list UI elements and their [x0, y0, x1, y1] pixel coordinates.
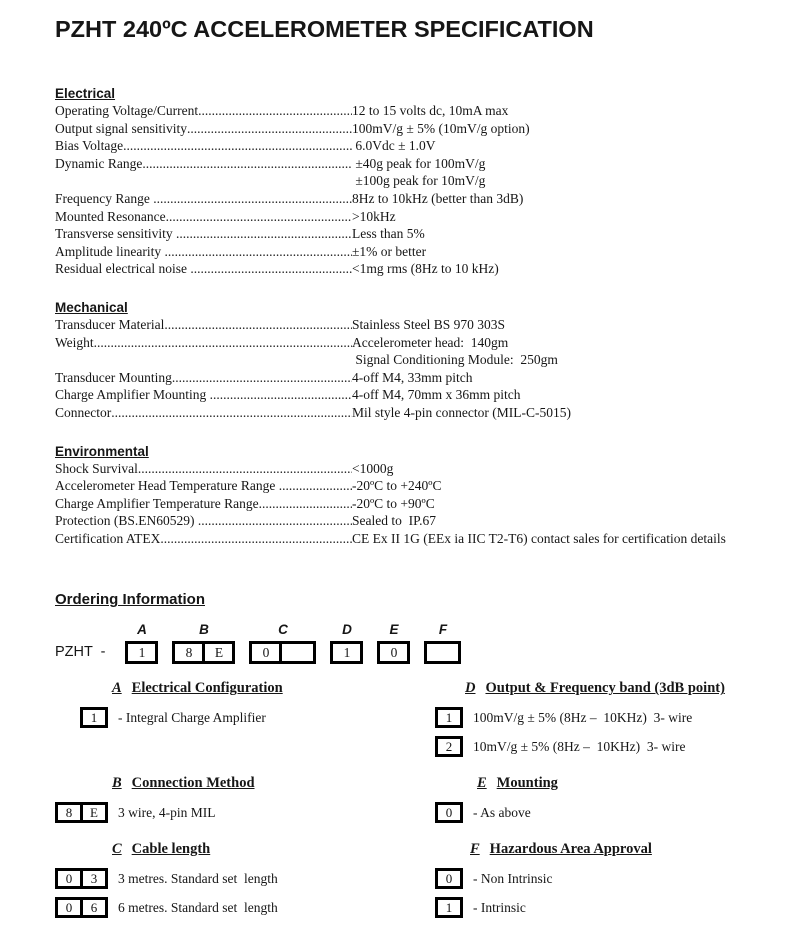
option-title-f: Hazardous Area Approval: [489, 841, 652, 858]
spec-label: Dynamic Range: [55, 155, 143, 171]
dot-leader: [259, 495, 352, 513]
code-box-d: [330, 641, 363, 664]
option-text: - Intrinsic: [473, 899, 526, 915]
dot-leader: [198, 512, 352, 530]
spec-label: Transverse sensitivity: [55, 226, 176, 242]
spec-row: [55, 404, 784, 422]
spec-row: [55, 190, 784, 208]
option-heading-a: [112, 680, 435, 697]
code-letter-e: E: [389, 622, 399, 638]
spec-value: >10kHz: [352, 208, 396, 224]
option-text: 3 wire, 4-pin MIL: [118, 804, 216, 820]
spec-row-continuation: [55, 172, 784, 190]
option-title-e: Mounting: [496, 775, 558, 792]
code-box-a: [125, 641, 158, 664]
option-title-a: Electrical Configuration: [131, 680, 283, 697]
ordering-options-grid: [55, 680, 784, 926]
code-group-b: [172, 622, 235, 664]
spec-value: <1mg rms (8Hz to 10 kHz): [352, 261, 499, 277]
option-text: 10mV/g ± 5% (8Hz – 10KHz) 3- wire: [473, 738, 686, 754]
option-heading-e: [477, 775, 784, 792]
spec-value: Accelerometer head: 140gm: [352, 334, 509, 350]
option-text: - Non Intrinsic: [473, 870, 553, 886]
option-letter-e: E: [477, 775, 487, 792]
spec-row: [55, 530, 784, 548]
option-title-b: Connection Method: [131, 775, 255, 792]
option-row: [55, 868, 435, 889]
option-letter-b: B: [112, 775, 122, 792]
spec-label: Mounted Resonance: [55, 208, 166, 224]
dot-leader: [123, 137, 352, 155]
section-environmental: [55, 444, 784, 548]
spec-value: ±100g peak for 10mV/g: [352, 173, 486, 189]
dot-leader: [190, 260, 352, 278]
code-cell: [279, 644, 313, 661]
option-box: [55, 897, 108, 918]
dot-leader: [160, 530, 352, 548]
option-box: [55, 868, 108, 889]
spec-value: Less than 5%: [352, 226, 425, 242]
option-box: [435, 868, 463, 889]
option-cell: 2: [445, 739, 453, 755]
option-text: 6 metres. Standard set length: [118, 899, 278, 915]
option-row: [435, 868, 784, 889]
spec-label: Operating Voltage/Current: [55, 103, 199, 118]
spec-value: Sealed to IP.67: [352, 513, 436, 529]
spec-row: [55, 316, 784, 334]
spec-value: Stainless Steel BS 970 303S: [352, 316, 506, 332]
dot-leader: [142, 155, 352, 173]
code-letter-b: B: [199, 622, 209, 638]
option-cell: 6: [80, 900, 105, 915]
option-title-d: Output & Frequency band (3dB point): [485, 680, 725, 697]
option-letter-c: C: [112, 841, 122, 858]
section-mechanical: [55, 300, 784, 422]
section-electrical: [55, 86, 784, 278]
section-heading-mechanical: Mechanical: [55, 299, 128, 315]
spec-label: Amplitude linearity: [55, 243, 165, 259]
spec-label: Certification ATEX: [55, 530, 161, 546]
option-row: [435, 736, 784, 757]
spec-label: Shock Survival: [55, 460, 138, 476]
section-heading-environmental: Environmental: [55, 443, 149, 459]
code-group-e: [377, 622, 410, 664]
option-box: [435, 897, 463, 918]
option-letter-a: A: [112, 680, 122, 697]
option-section-d: [435, 680, 784, 765]
code-group-a: [125, 622, 158, 664]
option-letter-f: F: [470, 841, 480, 858]
option-cell: 0: [65, 871, 73, 887]
spec-label: Accelerometer Head Temperature Range: [55, 478, 279, 494]
option-cell: 0: [445, 871, 453, 887]
option-heading-d: [465, 680, 784, 697]
option-cell: 3: [80, 871, 105, 886]
dot-leader: [176, 225, 352, 243]
option-heading-c: [112, 841, 435, 858]
spec-row: [55, 120, 784, 138]
dot-leader: [55, 172, 352, 190]
dot-leader: [111, 404, 352, 422]
spec-row: [55, 477, 784, 495]
option-section-a: [55, 680, 435, 765]
code-cell: 0: [390, 645, 398, 661]
dot-leader: [55, 351, 352, 369]
option-section-b: [55, 775, 435, 831]
code-group-f: [424, 622, 461, 664]
spec-value: Signal Conditioning Module: 250gm: [352, 352, 558, 368]
spec-value: CE Ex II 1G (EEx ia IIC T2-T6) contact sales for certification details: [352, 530, 726, 546]
option-row: [55, 802, 435, 823]
ordering-heading: Ordering Information: [55, 591, 205, 609]
dot-leader: [166, 208, 352, 226]
option-cell: 1: [445, 710, 453, 726]
option-text: - As above: [473, 804, 531, 820]
code-group-d: [330, 622, 363, 664]
option-box: [435, 802, 463, 823]
option-heading-f: [470, 841, 784, 858]
dot-leader: [172, 369, 352, 387]
spec-value: 4-off M4, 33mm pitch: [352, 369, 473, 385]
dot-leader: [153, 190, 352, 208]
dot-leader: [138, 460, 352, 478]
spec-row: [55, 386, 784, 404]
option-cell: 1: [445, 900, 453, 916]
option-text: 100mV/g ± 5% (8Hz – 10KHz) 3- wire: [473, 709, 693, 725]
spec-value: 100mV/g ± 5% (10mV/g option): [352, 120, 530, 136]
code-letter-d: D: [342, 622, 352, 638]
spec-row: [55, 260, 784, 278]
code-box-f: [424, 641, 461, 664]
spec-row: [55, 137, 784, 155]
spec-label: Bias Voltage: [55, 138, 124, 154]
code-cell: 8: [185, 645, 193, 661]
spec-label: Residual electrical noise: [55, 261, 191, 277]
code-cell: 1: [343, 645, 351, 661]
spec-label: Protection (BS.EN60529): [55, 513, 198, 529]
code-group-c: [249, 622, 316, 664]
option-section-c: [55, 841, 435, 926]
code-letter-c: C: [278, 622, 288, 638]
spec-label: Connector: [55, 404, 112, 420]
ordering-prefix: PZHT -: [55, 644, 106, 661]
dot-leader: [187, 120, 352, 138]
spec-row: [55, 512, 784, 530]
spec-value: ±1% or better: [352, 243, 427, 259]
option-row: [435, 802, 784, 823]
page-title: PZHT 240ºC ACCELEROMETER SPECIFICATION: [55, 16, 594, 42]
spec-row: [55, 243, 784, 261]
spec-value: -20ºC to +90ºC: [352, 495, 435, 511]
code-letter-f: F: [438, 622, 448, 638]
option-row: [435, 897, 784, 918]
option-letter-d: D: [465, 680, 476, 697]
spec-label: Transducer Material: [55, 316, 165, 332]
code-cell: E: [202, 644, 232, 661]
dot-leader: [164, 243, 352, 261]
dot-leader: [164, 316, 352, 334]
option-text: - Integral Charge Amplifier: [118, 709, 266, 725]
option-cell: 8: [65, 805, 73, 821]
dot-leader: [198, 102, 352, 120]
code-letter-a: A: [137, 622, 147, 638]
spec-row-continuation: [55, 351, 784, 369]
spec-value: 12 to 15 volts dc, 10mA max: [352, 103, 509, 118]
spec-label: Charge Amplifier Mounting: [55, 387, 210, 403]
spec-label: Frequency Range: [55, 190, 154, 206]
spec-row: [55, 155, 784, 173]
option-cell: 0: [445, 805, 453, 821]
spec-label: Output signal sensitivity: [55, 120, 188, 136]
spec-value: -20ºC to +240ºC: [352, 478, 442, 494]
option-cell: 0: [65, 900, 73, 916]
section-heading-electrical: Electrical: [55, 86, 116, 101]
spec-row: [55, 225, 784, 243]
spec-label: Transducer Mounting: [55, 369, 172, 385]
spec-value: ±40g peak for 100mV/g: [352, 155, 486, 171]
code-box-c: [249, 641, 316, 664]
option-row: [80, 707, 435, 728]
spec-value: <1000g: [352, 460, 394, 476]
option-row: [55, 897, 435, 918]
dot-leader: [210, 386, 352, 404]
option-heading-b: [112, 775, 435, 792]
dot-leader: [94, 334, 352, 352]
option-cell: 1: [90, 710, 98, 726]
spec-label: Charge Amplifier Temperature Range: [55, 495, 259, 511]
option-box: [80, 707, 108, 728]
option-box: [435, 707, 463, 728]
option-box: [55, 802, 108, 823]
option-title-c: Cable length: [131, 841, 211, 858]
spec-value: 4-off M4, 70mm x 36mm pitch: [352, 387, 521, 403]
option-row: [435, 707, 784, 728]
option-text: 3 metres. Standard set length: [118, 870, 278, 886]
spec-row: [55, 369, 784, 387]
spec-row: [55, 102, 784, 120]
spec-row: [55, 208, 784, 226]
spec-row: [55, 495, 784, 513]
spec-value: Mil style 4-pin connector (MIL-C-5015): [352, 404, 571, 420]
option-section-f: [435, 841, 784, 926]
spec-row: [55, 460, 784, 478]
spec-row: [55, 334, 784, 352]
dot-leader: [279, 477, 352, 495]
spec-value: 8Hz to 10kHz (better than 3dB): [352, 190, 524, 206]
code-box-e: [377, 641, 410, 664]
option-cell: E: [80, 805, 105, 820]
spec-value: 6.0Vdc ± 1.0V: [352, 138, 436, 154]
code-cell: 0: [262, 645, 270, 661]
ordering-code-row: [55, 622, 784, 664]
code-box-b: [172, 641, 235, 664]
option-box: [435, 736, 463, 757]
option-section-e: [435, 775, 784, 831]
code-cell: 1: [138, 645, 146, 661]
code-cell: [427, 644, 458, 661]
spec-label: Weight: [55, 334, 94, 350]
